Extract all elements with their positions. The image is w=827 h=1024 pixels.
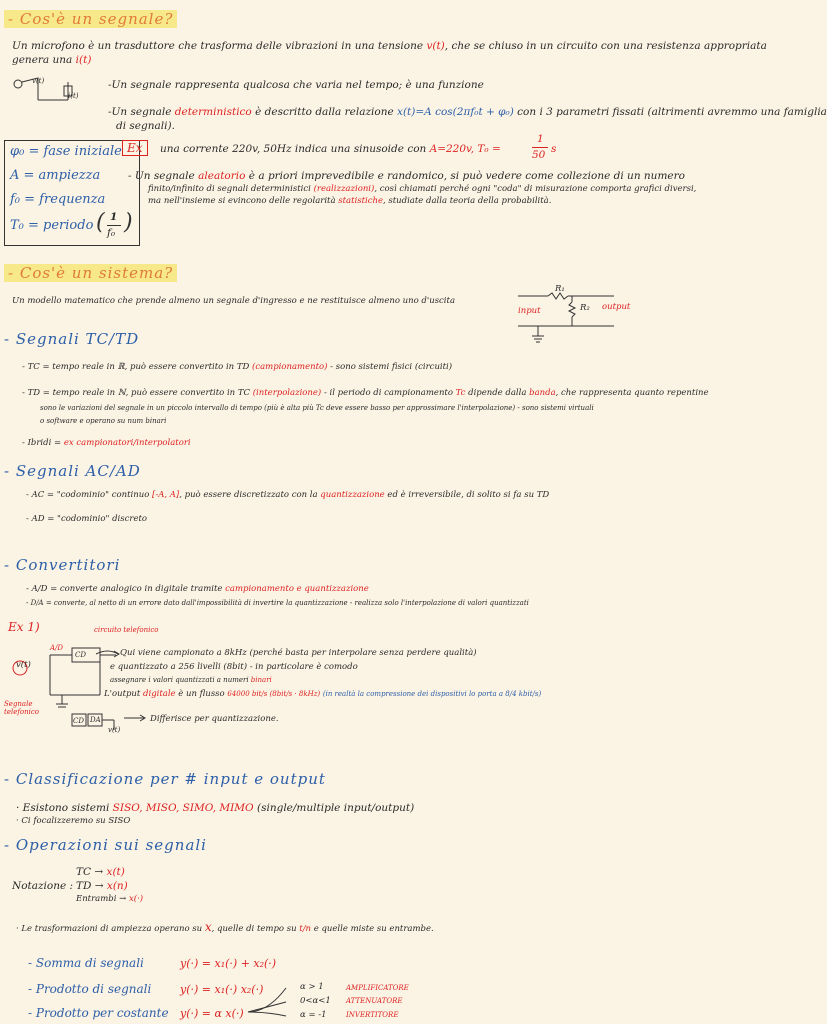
hybrid-line: - Ibridi = ex campionatori/interpolatori (22, 438, 191, 448)
quantization-line-3: assegnare i valori quantizzati a numeri binari (110, 676, 272, 684)
ad-line: - AD = "codominio" discreto (26, 514, 148, 524)
circuit-output-label: output (602, 302, 631, 312)
td-line-2: sono le variazioni del segnale in un piccolo intervallo di tempo (più è alta più Tc deve essere basso per approssimare l'interpolazione) - sono sistemi virtuali (40, 404, 594, 412)
notation-label: Notazione : (12, 880, 74, 892)
circuit-r1: R₁ (555, 284, 565, 294)
alpha-name-3: INVERTITORE (346, 1011, 399, 1019)
bullet-signal-function: -Un segnale rappresenta qualcosa che varia nel tempo; è una funzione (108, 79, 484, 91)
microphone-diagram (10, 72, 100, 112)
cd-box-label: CD (75, 651, 86, 659)
param-period: T₀ = periodo (10, 218, 94, 233)
alpha-cond-1: α > 1 (300, 982, 324, 992)
alpha-branch-arrows (248, 984, 294, 1020)
notation-td: TD → x(n) (76, 880, 128, 892)
mic-i-label: i(t) (68, 92, 79, 100)
ac-line: - AC = "codominio" continuo [-A, A], può essere discretizzato con la quantizzazione ed è irreversibile, di solito si fa su TD (26, 490, 550, 500)
classification-line-2: · Ci focalizzeremo su SISO (16, 816, 131, 826)
example-text: una corrente 220v, 50Hz indica una sinusoide con A=220v, T₀ = (160, 143, 501, 155)
section-title-converters: - Convertitori (4, 556, 121, 574)
section-title-acad: - Segnali AC/AD (4, 462, 141, 480)
notation-tc: TC → x(t) (76, 866, 125, 878)
td-line-3: o software e operano su num binari (40, 417, 167, 425)
da-converter-line: - D/A = converte, al netto di un errore dato dall'impossibilità di invertire la quantizzazione - realizza solo l'interpolazione di valori quantizzati (26, 599, 529, 607)
telephone-circuit-label: circuito telefonico (94, 626, 159, 634)
example-frac-num: 1 (537, 133, 544, 145)
example-label: Ex (122, 140, 148, 156)
sum-of-signals-title: - Somma di segnali (28, 956, 144, 970)
transformations-line: · Le trasformazioni di ampiezza operano su x, quelle di tempo su t/n e quelle miste su entrambe. (16, 920, 434, 934)
product-of-signals-title: - Prodotto di segnali (28, 982, 152, 996)
intro-line-1: Un microfono è un trasduttore che trasforma delle vibrazioni in una tensione v(t), che se chiuso in un circuito con una resistenza appropriata (12, 40, 767, 52)
section-title-system: - Cos'è un sistema? (4, 264, 177, 282)
cd2-box-label: CD (73, 717, 84, 725)
param-frequency: f₀ = frequenza (10, 192, 106, 207)
bullet-deterministic-cont: di segnali). (116, 120, 175, 132)
section-title-signal: - Cos'è un segnale? (4, 10, 177, 28)
intro-line-2: genera una i(t) (12, 54, 92, 66)
alpha-name-1: AMPLIFICATORE (346, 984, 409, 992)
tc-line: - TC = tempo reale in ℝ, può essere convertito in TD (campionamento) - sono sistemi fisici (circuiti) (22, 362, 453, 372)
section-title-classification: - Classificazione per # input e output (4, 770, 326, 788)
period-frac-num: 1 (110, 211, 118, 223)
quantization-line-1: Qui viene campionato a 8kHz (perché basta per interpolare senza perdere qualità) (120, 648, 477, 658)
circuit-input-label: input (518, 306, 541, 316)
example-1-label: Ex 1) (8, 620, 40, 634)
param-amplitude: A = ampiezza (10, 168, 101, 183)
example-frac-den: 50 (532, 149, 546, 161)
example-frac-line (532, 147, 548, 148)
converter-v2-label: v(t) (108, 726, 121, 734)
section-title-tctd: - Segnali TC/TD (4, 330, 140, 348)
classification-line-1: · Esistono sistemi SISO, MISO, SIMO, MIMO (single/multiple input/output) (16, 802, 415, 814)
constant-product-formula: y(·) = α x(·) (180, 1007, 244, 1020)
param-phase: φ₀ = fase iniziale (10, 144, 122, 159)
bullet-deterministic: -Un segnale deterministico è descritto dalla relazione x(t)=A cos(2πf₀t + φ₀) con i 3 parametri fissati (altrimenti avremmo una famiglia (108, 106, 827, 118)
period-frac-line (107, 225, 121, 226)
product-formula: y(·) = x₁(·) x₂(·) (180, 983, 264, 996)
circuit-r2: R₂ (580, 303, 590, 313)
period-open-paren: ( (96, 210, 105, 235)
da-box-label: DA (90, 716, 101, 724)
quantization-line-4: L'output digitale è un flusso 64000 bit/s (8bit/s · 8kHz) (in realtà la compressione dei dispositivi lo porta a 8/4 kbit/s) (104, 689, 542, 699)
aleatory-line-3: ma nell'insieme si evincono delle regolarità statistiche, studiate dalla teoria della probabilità. (148, 196, 552, 206)
quantization-line-2: e quantizzato a 256 livelli (8bit) - in particolare è comodo (110, 662, 358, 672)
constant-product-title: - Prodotto per costante (28, 1006, 169, 1020)
period-close-paren: ) (124, 210, 133, 235)
sum-formula: y(·) = x₁(·) + x₂(·) (180, 957, 277, 970)
system-definition: Un modello matematico che prende almeno un segnale d'ingresso e ne restituisce almeno uno d'uscita (12, 296, 456, 306)
td-line-1: - TD = tempo reale in ℕ, può essere convertito in TC (interpolazione) - il periodo di campionamento Tc dipende dalla banda, che rappresenta quanto repentine (22, 388, 709, 398)
ad-converter-line: - A/D = converte analogico in digitale tramite campionamento e quantizzazione (26, 584, 369, 594)
segnale-telefonico-label: Segnale telefonico (4, 700, 40, 716)
aleatory-line-1: - Un segnale aleatorio è a priori imprevedibile e randomico, si può vedere come collezione di un numero (128, 170, 685, 182)
converter-v-label: v(t) (16, 660, 31, 670)
aleatory-line-2: finito/infinito di segnali deterministici (realizzazioni), così chiamati perché ogni "coda" di misurazione comporta grafici diversi, (148, 184, 697, 194)
alpha-cond-2: 0<α<1 (300, 996, 331, 1006)
alpha-cond-3: α = -1 (300, 1010, 327, 1020)
arrow-icon-2 (124, 712, 152, 724)
quantization-difference: Differisce per quantizzazione. (150, 714, 279, 724)
period-frac-den: f₀ (107, 227, 116, 239)
section-title-operations: - Operazioni sui segnali (4, 836, 207, 854)
mic-v-label: v(t) (32, 77, 45, 85)
example-unit: s (551, 143, 557, 155)
ad-box-label: A/D (50, 644, 64, 652)
notation-both: Entrambi → x(·) (76, 894, 144, 904)
alpha-name-2: ATTENUATORE (346, 997, 403, 1005)
